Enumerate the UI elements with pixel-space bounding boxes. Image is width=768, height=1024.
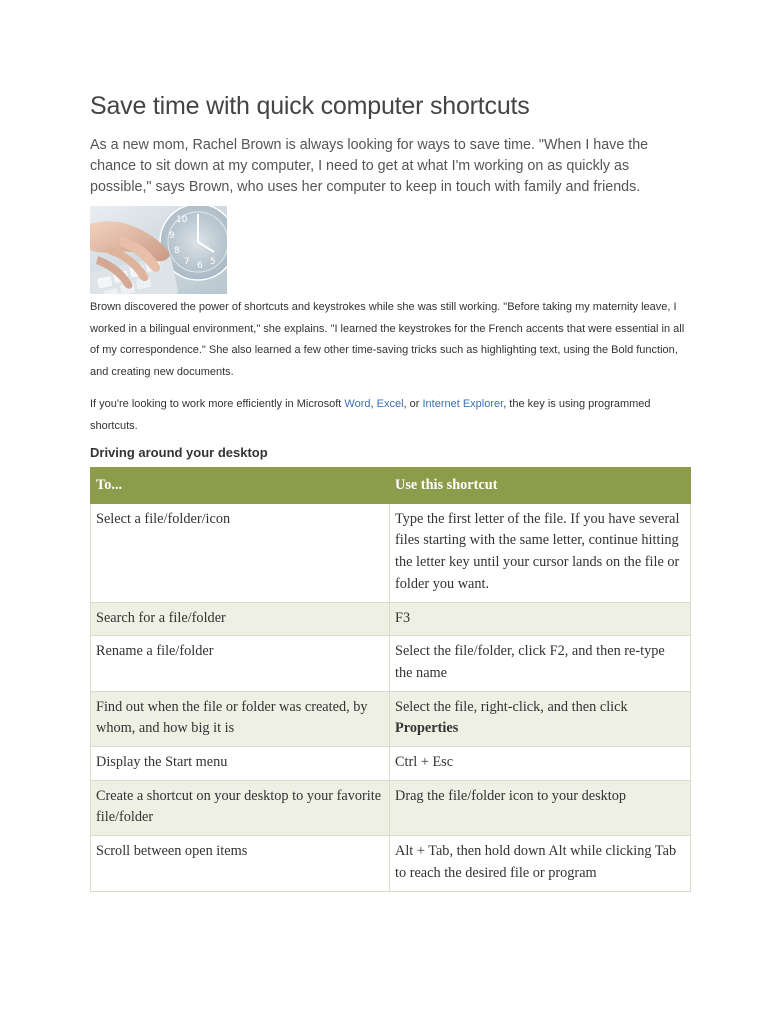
column-header-shortcut: Use this shortcut: [390, 468, 691, 504]
shortcut-text: Select the file, right-click, and then click: [395, 698, 628, 715]
table-row: [91, 836, 691, 891]
shortcut-cell: Type the first letter of the file. If you have several files starting with the same letter, continue hitting the letter key until your cursor lands on the file or folder you want.: [390, 503, 691, 602]
table-row: [91, 602, 691, 636]
task-cell: Rename a file/folder: [91, 636, 390, 691]
article-title: Save time with quick computer shortcuts: [90, 92, 530, 120]
task-cell: Search for a file/folder: [91, 602, 390, 636]
task-cell: Select a file/folder/icon: [91, 503, 390, 602]
shortcut-cell: Drag the file/folder icon to your desktop: [390, 780, 691, 835]
internet-explorer-link[interactable]: Internet Explorer: [422, 398, 504, 410]
table-row: [91, 503, 691, 602]
table-row: [91, 780, 691, 835]
shortcut-cell: Select the file/folder, click F2, and then re-type the name: [390, 636, 691, 691]
section-subheading: Driving around your desktop: [90, 445, 268, 460]
task-cell: Create a shortcut on your desktop to your favorite file/folder: [91, 780, 390, 835]
shortcut-cell: [390, 691, 691, 746]
word-link[interactable]: Word: [344, 398, 371, 410]
paragraph-text: ,: [370, 398, 377, 410]
clock-digit: 9: [169, 231, 175, 241]
task-cell: Find out when the file or folder was created, by whom, and how big it is: [91, 691, 390, 746]
shortcut-cell: F3: [390, 602, 691, 636]
body-paragraph-2: [90, 394, 690, 437]
task-cell: Display the Start menu: [91, 747, 390, 781]
table-header-row: [91, 468, 691, 504]
shortcuts-table: [90, 467, 691, 892]
task-cell: Scroll between open items: [91, 836, 390, 891]
body-paragraph-1: Brown discovered the power of shortcuts and keystrokes while she was still working. "Before taking my maternity leave, I worked in a bilingual environment," she explains. "I learned the keystrokes for the French accents that were essential in all of my correspondence." She also learned a few other time-saving tricks such as highlighting text, using the Bold function, and creating new documents.: [90, 301, 685, 379]
paragraph-text: , the key is using programmed shortcuts.: [90, 398, 651, 432]
excel-link[interactable]: Excel: [376, 398, 404, 410]
keyboard-clock-photo: [90, 206, 227, 294]
table-row: [91, 691, 691, 746]
article-intro: As a new mom, Rachel Brown is always looking for ways to save time. "When I have the chance to sit down at my computer, I need to get at what I'm working on as quickly as possible," says Brown, who uses her computer to keep in touch with family and friends.: [90, 137, 649, 195]
column-header-to: To...: [91, 468, 390, 504]
table-row: [91, 636, 691, 691]
table-row: [91, 747, 691, 781]
clock-digit: 8: [174, 246, 180, 256]
properties-label: Properties: [395, 720, 459, 737]
paragraph-text: If you're looking to work more efficiently in Microsoft: [90, 398, 345, 410]
shortcut-cell: Ctrl + Esc: [390, 747, 691, 781]
clock-digit: 5: [210, 257, 216, 267]
clock-digit: 7: [184, 257, 190, 267]
shortcut-cell: Alt + Tab, then hold down Alt while clicking Tab to reach the desired file or program: [390, 836, 691, 891]
clock-digit: 10: [176, 215, 188, 225]
keyboard-clock-illustration: [90, 206, 227, 294]
paragraph-text: , or: [403, 398, 423, 410]
clock-digit: 6: [197, 261, 203, 271]
